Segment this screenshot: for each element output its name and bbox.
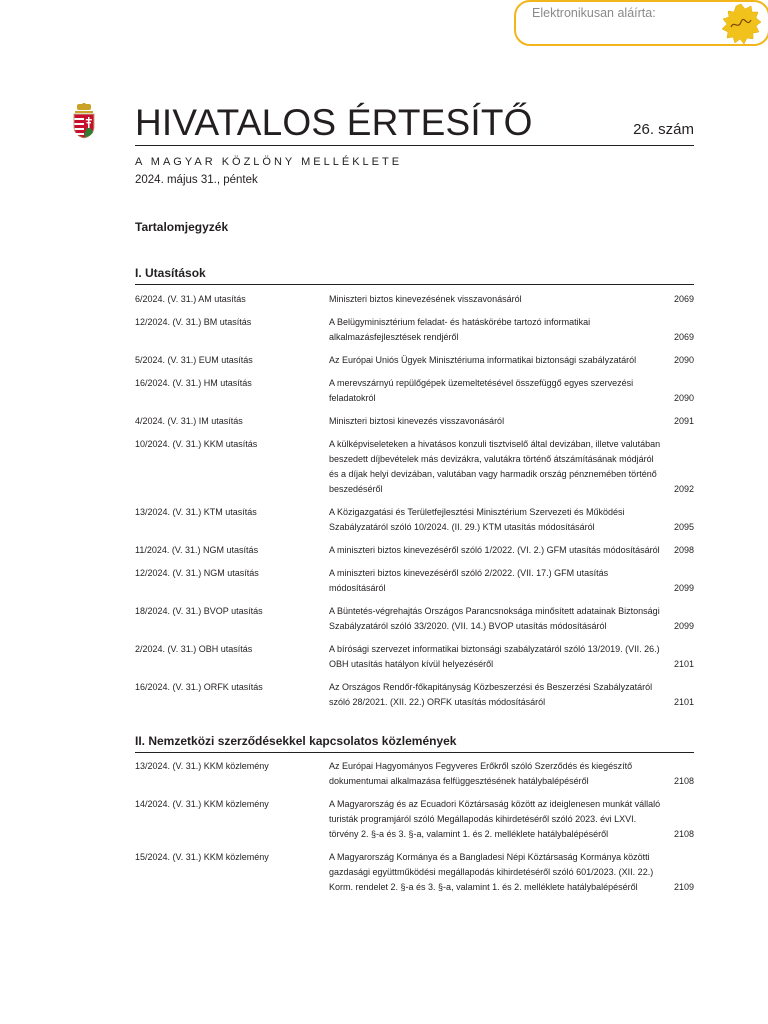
toc-entry[interactable] [135,797,694,842]
toc-entry-description: A miniszteri biztos kinevezéséről szóló 2/2022. (VII. 17.) GFM utasítás módosításáról [329,568,609,593]
toc-entry-identifier: 10/2024. (V. 31.) KKM utasítás [135,439,258,449]
title-divider [135,145,694,146]
toc-entry-identifier: 5/2024. (V. 31.) EUM utasítás [135,355,253,365]
toc-entry-identifier: 13/2024. (V. 31.) KTM utasítás [135,507,257,517]
toc-entry[interactable] [135,437,694,497]
toc-entry-page-number: 2099 [673,583,694,593]
toc-entry-description: Az Országos Rendőr-főkapitányság Közbeszerzési és Beszerzési Szabályzatáról szóló 28/2021. (XII. 22.) ORFK utasítás módosításáról [329,682,653,707]
toc-entry-identifier: 18/2024. (V. 31.) BVOP utasítás [135,606,263,616]
toc-entry-identifier: 6/2024. (V. 31.) AM utasítás [135,294,246,304]
toc-entry-identifier: 16/2024. (V. 31.) HM utasítás [135,378,252,388]
toc-entry[interactable] [135,376,694,406]
toc-entry-page-number: 2069 [673,294,694,304]
toc-entry[interactable] [135,566,694,596]
toc-entry[interactable] [135,414,694,429]
electronic-signature-box[interactable] [514,0,768,46]
toc-entry[interactable] [135,642,694,672]
toc-entry-page-number: 2108 [673,829,694,839]
section-heading-kozlemenyek: II. Nemzetközi szerződésekkel kapcsolatos közlemények [135,734,457,748]
signature-label: Elektronikusan aláírta: [532,6,656,20]
toc-entry[interactable] [135,850,694,895]
page-title: HIVATALOS ÉRTESÍTŐ [135,102,533,143]
toc-entry-page-number: 2101 [673,659,694,669]
toc-entry-page-number: 2091 [673,416,694,426]
toc-entry-page-number: 2090 [673,393,694,403]
toc-entry-identifier: 13/2024. (V. 31.) KKM közlemény [135,761,269,771]
toc-entry[interactable] [135,353,694,368]
toc-entry-identifier: 4/2024. (V. 31.) IM utasítás [135,416,243,426]
toc-list-kozlemenyek [135,759,694,895]
subtitle: A MAGYAR KÖZLÖNY MELLÉKLETE [135,156,403,168]
toc-entry-page-number: 2099 [673,621,694,631]
toc-entry[interactable] [135,543,694,558]
toc-entry-description: Miniszteri biztosi kinevezés visszavonásáról [329,416,505,426]
toc-entry-page-number: 2092 [673,484,694,494]
toc-entry-description: A Büntetés-végrehajtás Országos Parancsnoksága minősített adatainak Biztonsági Szabályzatáról szóló 33/2020. (VII. 14.) BVOP utasítás módosításáról [329,606,660,631]
section-heading-utasitasok: I. Utasítások [135,266,206,280]
toc-entry-page-number: 2090 [673,355,694,365]
toc-entry-identifier: 12/2024. (V. 31.) NGM utasítás [135,568,259,578]
toc-entry[interactable] [135,292,694,307]
toc-list-utasitasok [135,292,694,710]
toc-entry[interactable] [135,315,694,345]
issue-number: 26. szám [633,121,694,138]
section-divider [135,284,694,285]
toc-entry-description: A külképviseleteken a hivatásos konzuli tisztviselő által devizában, illetve valutában beszedett díjbevételek más devizákra, valutákra történő átszámításának módjáról és a díjak helyi devizában, valutában vagy harmadik ország pénznemében történő beszedéséről [329,439,661,494]
publication-date: 2024. május 31., péntek [135,174,258,186]
toc-entry-identifier: 12/2024. (V. 31.) BM utasítás [135,317,252,327]
toc-entry-description: A Magyarország és az Ecuadori Köztársaság között az ideiglenesen munkát vállaló turisták programjáról szóló Megállapodás kihirdetéséről szóló 2023. évi LXVI. törvény 2. §-a és 3. §-a, valamint 1. és 2. melléklete hatálybalépéséről [329,799,661,839]
toc-entry-identifier: 14/2024. (V. 31.) KKM közlemény [135,799,269,809]
toc-entry[interactable] [135,604,694,634]
toc-entry-description: Az Európai Uniós Ügyek Minisztériuma informatikai biztonsági szabályzatáról [329,355,637,365]
toc-entry-page-number: 2101 [673,697,694,707]
toc-entry-page-number: 2098 [673,545,694,555]
toc-entry[interactable] [135,505,694,535]
toc-entry-description: A miniszteri biztos kinevezéséről szóló 1/2022. (VI. 2.) GFM utasítás módosításáról [329,545,660,555]
toc-entry-identifier: 2/2024. (V. 31.) OBH utasítás [135,644,253,654]
toc-heading: Tartalomjegyzék [135,220,229,234]
toc-entry-description: Miniszteri biztos kinevezésének visszavonásáról [329,294,522,304]
coat-of-arms-icon [72,103,96,139]
toc-entry-description: A merevszárnyú repülőgépek üzemeltetésével összefüggő egyes szervezési feladatokról [329,378,634,403]
toc-entry[interactable] [135,680,694,710]
signature-seal-icon [720,3,762,45]
toc-entry-description: A Közigazgatási és Területfejlesztési Minisztérium Szervezeti és Működési Szabályzatáról szóló 10/2024. (II. 29.) KTM utasítás módosításáról [329,507,625,532]
toc-entry-description: A Magyarország Kormánya és a Bangladesi Népi Köztársaság Kormánya közötti gazdasági együttműködési megállapodás kihirdetéséről szóló 601/2023. (XII. 22.) Korm. rendelet 2. §-a és 3. §-a, valamint 1. és 2. melléklete hatálybalépéséről [329,852,654,892]
toc-entry[interactable] [135,759,694,789]
section-divider [135,752,694,753]
toc-entry-page-number: 2095 [673,522,694,532]
toc-entry-description: A Belügyminisztérium feladat- és hatáskörébe tartozó informatikai alkalmazásfejlesztések rendjéről [329,317,591,342]
toc-entry-page-number: 2069 [673,332,694,342]
toc-entry-identifier: 16/2024. (V. 31.) ORFK utasítás [135,682,263,692]
toc-entry-description: A bírósági szervezet informatikai biztonsági szabályzatáról szóló 13/2019. (VII. 26.) OBH utasítás hatályon kívül helyezéséről [329,644,660,669]
toc-entry-identifier: 11/2024. (V. 31.) NGM utasítás [135,545,259,555]
toc-entry-page-number: 2109 [673,882,694,892]
toc-entry-page-number: 2108 [673,776,694,786]
toc-entry-description: Az Európai Hagyományos Fegyveres Erőkről szóló Szerződés és kiegészítő dokumentumai alkalmazása felfüggesztésének hatálybalépéséről [329,761,633,786]
toc-entry-identifier: 15/2024. (V. 31.) KKM közlemény [135,852,269,862]
